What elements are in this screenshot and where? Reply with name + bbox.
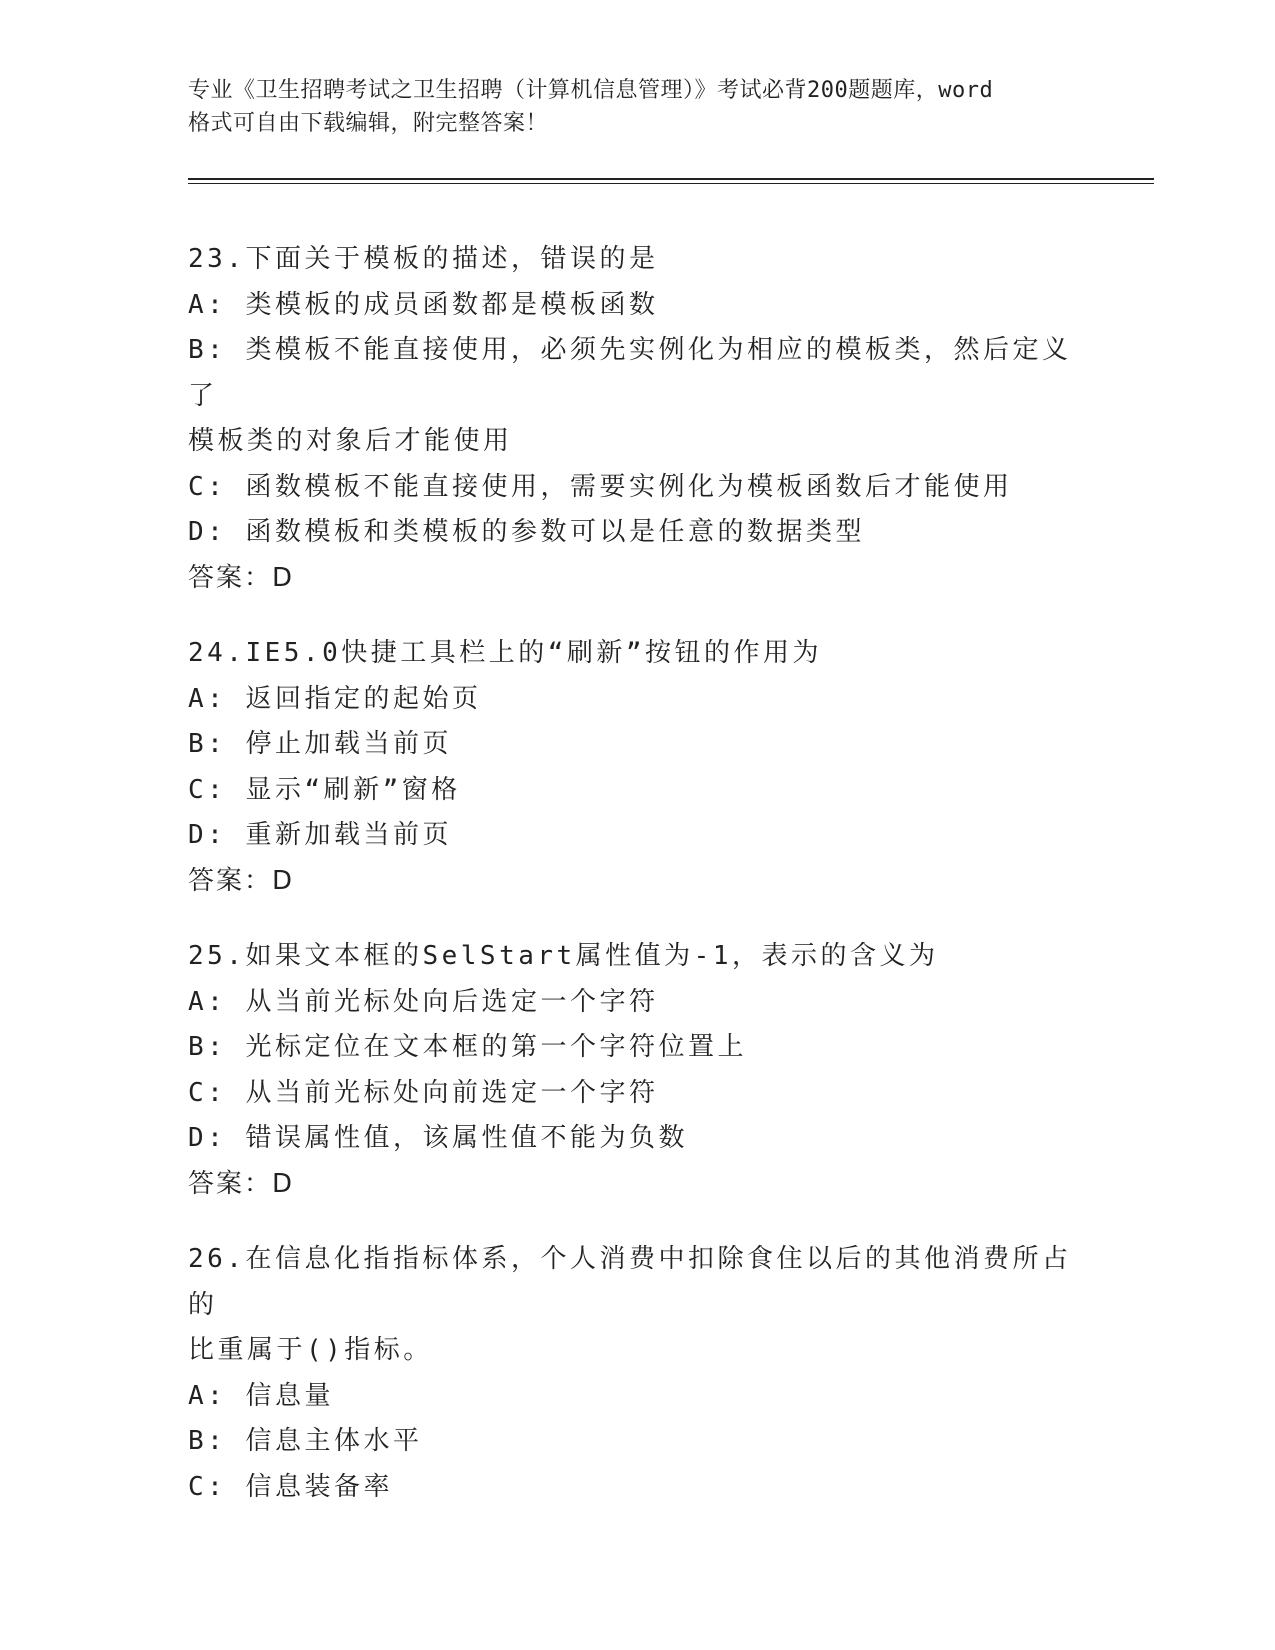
option-b: B: 光标定位在文本框的第一个字符位置上 xyxy=(188,1032,747,1062)
option-a: A: 返回指定的起始页 xyxy=(188,683,482,714)
option-c: C: 函数模板不能直接使用，需要实例化为模板函数后才能使用 xyxy=(188,471,1013,502)
option-a: A: 从当前光标处向后选定一个字符 xyxy=(188,986,659,1017)
option-a: A: 信息量 xyxy=(188,1380,334,1411)
option-d: D: 函数模板和类模板的参数可以是任意的数据类型 xyxy=(188,517,865,547)
header-divider-thick xyxy=(188,178,1154,180)
document-header xyxy=(188,74,1088,140)
option-c: C: 信息装备率 xyxy=(188,1471,393,1502)
question-stem-continued: 比重属于()指标。 xyxy=(188,1335,433,1365)
question-23 xyxy=(188,237,1088,601)
option-b: B: 信息主体水平 xyxy=(188,1426,423,1456)
option-d: D: 错误属性值，该属性值不能为负数 xyxy=(188,1123,688,1153)
option-d: D: 重新加载当前页 xyxy=(188,820,452,850)
question-list xyxy=(188,237,1088,1540)
question-stem: 23.下面关于模板的描述，错误的是 xyxy=(188,244,659,274)
option-c: C: 从当前光标处向前选定一个字符 xyxy=(188,1077,659,1108)
option-a: A: 类模板的成员函数都是模板函数 xyxy=(188,289,659,320)
question-24 xyxy=(188,631,1088,904)
answer-label: 答案：D xyxy=(188,1168,295,1199)
option-b-continued: 模板类的对象后才能使用 xyxy=(188,426,513,456)
question-stem: 26.在信息化指指标体系，个人消费中扣除食住以后的其他消费所占的 xyxy=(188,1244,1072,1320)
header-line-1: 专业《卫生招聘考试之卫生招聘（计算机信息管理）》考试必背200题题库，word xyxy=(188,78,994,103)
option-b: B: 停止加载当前页 xyxy=(188,729,452,759)
answer-label: 答案：D xyxy=(188,562,295,593)
question-stem: 24.IE5.0快捷工具栏上的“刷新”按钮的作用为 xyxy=(188,638,823,668)
option-b: B: 类模板不能直接使用，必须先实例化为相应的模板类，然后定义了 xyxy=(188,335,1072,411)
question-stem: 25.如果文本框的SelStart属性值为-1，表示的含义为 xyxy=(188,941,939,971)
header-line-2: 格式可自由下载编辑，附完整答案！ xyxy=(188,111,549,136)
header-divider-thin xyxy=(188,183,1154,184)
question-25 xyxy=(188,934,1088,1207)
answer-label: 答案：D xyxy=(188,865,295,896)
option-c: C: 显示“刷新”窗格 xyxy=(188,774,461,805)
question-26 xyxy=(188,1237,1088,1510)
